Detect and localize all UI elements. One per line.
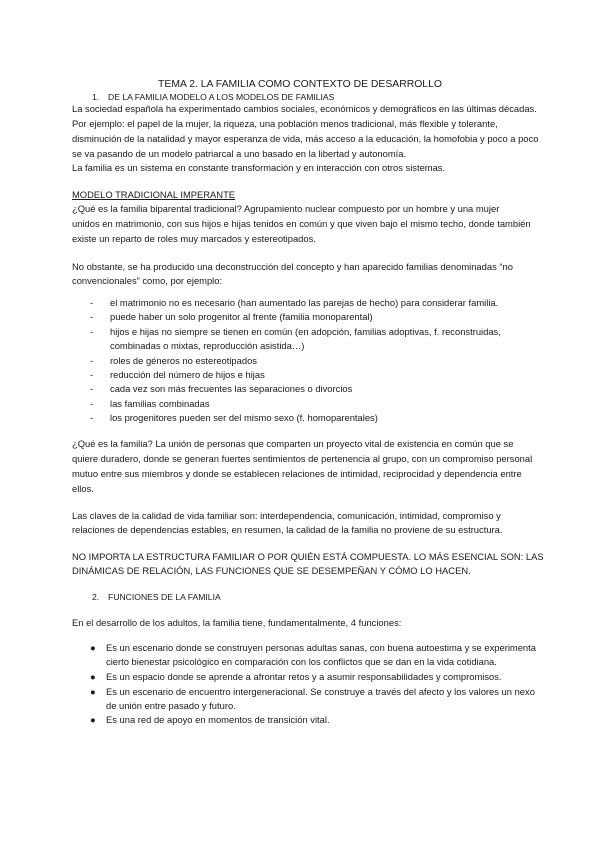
intro-line: Por ejemplo: el papel de la mujer, la riqueza, una población menos tradicional, más flexible y tolerante,	[72, 118, 498, 129]
section-1-title: DE LA FAMILIA MODELO A LOS MODELOS DE FAMILIAS	[108, 92, 335, 102]
funciones-intro: En el desarrollo de los adultos, la familia tiene, fundamentalmente, 4 funciones:	[72, 617, 402, 628]
section-2-heading	[0, 591, 600, 603]
que-es-line: mutuo entre sus miembros y donde se establecen relaciones de intimidad, reciprocidad y dependencia entre	[72, 468, 522, 479]
dash-marker: -	[90, 383, 94, 394]
section-1-heading	[0, 91, 600, 103]
bullet-marker: ●	[90, 642, 96, 653]
intro-line: disminución de la natalidad y mayor esperanza de vida, más acceso a la educación, la homofobia y poco a poco	[72, 133, 539, 144]
intro-line: La familia es un sistema en constante transformación y en interacción con otros sistemas.	[72, 162, 446, 173]
que-es-line: ¿Qué es la familia? La unión de personas que comparten un proyecto vital de existencia en común que se	[72, 438, 514, 449]
document-page: TEMA 2. LA FAMILIA COMO CONTEXTO DE DESARROLLO 1. DE LA FAMILIA MODELO A LOS MODELOS DE FAMILIAS La sociedad española ha experimentado cambios sociales, económicos y demográficos en las últimas décadas. Por ejemplo: el papel de la mujer, la riqueza, una población menos tradicional, más flexible y tolerante, disminución de la natalidad y mayor esperanza de vida, más acceso a la educación, la homofobia y poco a poco se va pasando de un modelo patriarcal a uno basado en la libertad y autonomía. La familia es un sistema en constante transformación y en interacción con otros sistemas. MODELO TRADICIONAL IMPERANTE ¿Qué es la familia biparental tradicional? Agrupamiento nuclear compuesto por un hombre y una mujer unidos en matrimonio, con sus hijos e hijas tenidos en común y que viven bajo el mismo techo, donde también existe un reparto de roles muy marcados y estereotipados. No obstante, se ha producido una deconstrucción del concepto y han aparecido familias denominadas “no convencionales” como, por ejemplo: - el matrimonio no es necesario (han aumentado las parejas de hecho) para considerar familia. - puede haber un solo progenitor al frente (familia monoparental) - hijos e hijas no siempre se tienen en común (en adopción, familias adoptivas, f. reconstruidas, combinadas o mixtas, reproducción asistida…) - roles de géneros no estereotipados - reducción del número de hijos e hijas - cada vez son más frecuentes las separaciones o divorcios - las familias combinadas - los progenitores pueden ser del mismo sexo (f. homoparentales) ¿Qué es la familia? La unión de personas que comparten un proyecto vital de existencia en común que se quiere duradero, donde se generan fuertes sentimientos de pertenencia al grupo, con un compromiso personal mutuo entre sus miembros y donde se establecen relaciones de intimidad, reciprocidad y dependencia entre ellos. Las claves de la calidad de vida familiar son: interdependencia, comunicación, intimidad, compromiso y relaciones de dependencias estables, en resumen, la calidad de la familia no proviene de su estructura. NO IMPORTA LA ESTRUCTURA FAMILIAR O POR QUIÉN ESTÁ COMPUESTA. LO MÁS ESENCIAL SON: LAS DINÁMICAS DE RELACIÓN, LAS FUNCIONES QUE SE DESEMPEÑAN Y CÓMO LO HACEN. 2. FUNCIONES DE LA FAMILIA En el desarrollo de los adultos, la familia tiene, fundamentalmente, 4 funciones: ● Es un escenario donde se construyen personas adultas sanas, con buena autoestima y se experimenta cierto bienestar psicológico en comparación con los conflictos que se dan en la vida cotidiana. ● Es un espacio donde se aprende a afrontar retos y a asumir responsabilidades y compromisos. ● Es un escenario de encuentro intergeneracional. Se construye a través del afecto y los valores un nexo de unión entre pasado y futuro. ● Es una red de apoyo en momentos de transición vital.	[0, 0, 600, 848]
claves-line: Las claves de la calidad de vida familiar son: interdependencia, comunicación, intimidad, compromiso y	[72, 510, 501, 521]
que-es-line: quiere duradero, donde se generan fuertes sentimientos de pertenencia al grupo, con un compromiso personal	[72, 453, 533, 464]
dash-marker: -	[90, 326, 94, 337]
dash-marker: -	[90, 311, 94, 322]
section-2-number: 2.	[92, 592, 100, 602]
modelo-line: unidos en matrimonio, con sus hijos e hijas tenidos en común y que viven bajo el mismo techo, donde también	[72, 218, 531, 229]
no-obstante-line: convencionales” como, por ejemplo:	[72, 275, 223, 286]
modelo-line: ¿Qué es la familia biparental tradicional? Agrupamiento nuclear compuesto por un hombre y una mujer	[72, 203, 500, 214]
modelo-line: existe un reparto de roles muy marcados y estereotipados.	[72, 233, 316, 244]
modelo-heading: MODELO TRADICIONAL IMPERANTE	[72, 189, 236, 200]
dash-marker: -	[90, 369, 94, 380]
dash-marker: -	[90, 398, 94, 409]
dash-marker: -	[90, 355, 94, 366]
page-title: TEMA 2. LA FAMILIA COMO CONTEXTO DE DESARROLLO	[158, 79, 442, 90]
no-obstante-line: No obstante, se ha producido una deconstrucción del concepto y han aparecido familias denominadas “no	[72, 261, 513, 272]
importa-line: DINÁMICAS DE RELACIÓN, LAS FUNCIONES QUE SE DESEMPEÑAN Y CÓMO LO HACEN.	[72, 565, 471, 576]
dash-marker: -	[90, 297, 94, 308]
intro-line: La sociedad española ha experimentado cambios sociales, económicos y demográficos en las últimas décadas.	[72, 103, 537, 114]
importa-line: NO IMPORTA LA ESTRUCTURA FAMILIAR O POR QUIÉN ESTÁ COMPUESTA. LO MÁS ESENCIAL SON: LAS	[72, 551, 544, 562]
bullet-marker: ●	[90, 671, 96, 682]
bullet-marker: ●	[90, 686, 96, 697]
que-es-line: ellos.	[72, 483, 94, 494]
section-2-title: FUNCIONES DE LA FAMILIA	[108, 592, 221, 602]
dash-marker: -	[90, 412, 94, 423]
bullet-marker: ●	[90, 714, 96, 725]
claves-line: relaciones de dependencias estables, en resumen, la calidad de la familia no proviene de su estructura.	[72, 524, 503, 535]
intro-line: se va pasando de un modelo patriarcal a uno basado en la libertad y autonomía.	[72, 148, 407, 159]
section-1-number: 1.	[92, 92, 100, 102]
